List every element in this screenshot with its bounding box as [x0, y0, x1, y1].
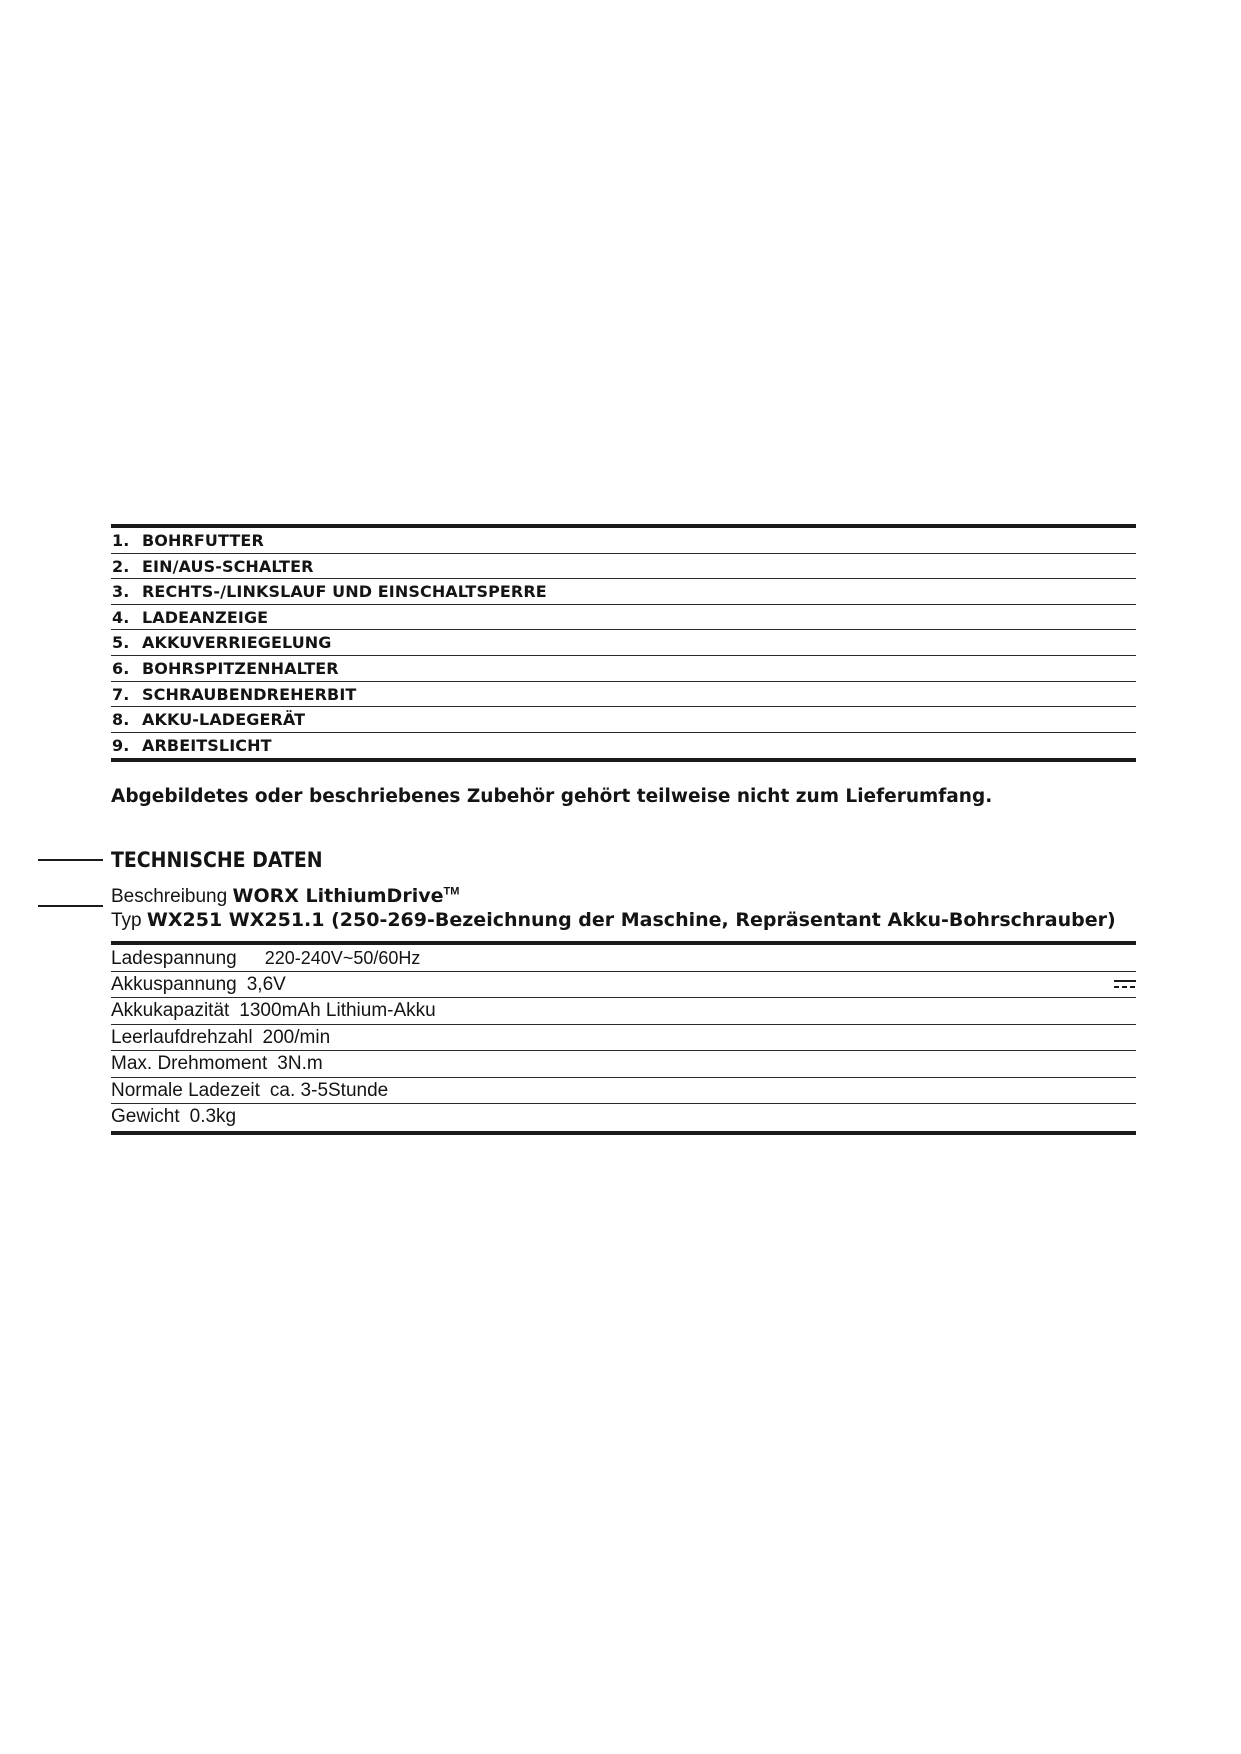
part-label: SCHRAUBENDREHERBIT — [142, 684, 357, 704]
type-value: WX251 WX251.1 (250-269-Bezeichnung der Maschine, Repräsentant Akku-Bohrschrauber) — [146, 909, 1116, 931]
part-number: 2. — [112, 556, 130, 576]
spec-label: Max. Drehmoment — [111, 1053, 268, 1074]
part-label: RECHTS-/LINKSLAUF UND EINSCHALTSPERRE — [142, 582, 547, 602]
spec-row — [111, 998, 1136, 1025]
parts-list-item — [111, 630, 1136, 656]
spec-value: 0.3kg — [189, 1106, 237, 1127]
spec-value: ca. 3-5Stunde — [269, 1079, 389, 1101]
part-label: EIN/AUS-SCHALTER — [142, 556, 314, 576]
part-number: 6. — [112, 658, 130, 678]
type-label: Typ — [111, 910, 142, 931]
part-number: 5. — [112, 633, 130, 653]
part-label: BOHRFUTTER — [142, 531, 264, 550]
parts-list-item — [111, 733, 1136, 759]
spec-label: Ladespannung — [111, 948, 237, 969]
spec-value: 200/min — [262, 1026, 331, 1048]
part-number: 1. — [112, 531, 130, 550]
part-number: 4. — [112, 607, 130, 627]
parts-list-item — [111, 605, 1136, 631]
spec-row — [111, 945, 1136, 972]
section-title: TECHNISCHE DATEN — [111, 848, 323, 872]
spec-row — [111, 1025, 1136, 1052]
parts-list-item — [111, 554, 1136, 580]
spec-row — [111, 1104, 1136, 1131]
description-line — [111, 885, 459, 908]
type-line — [111, 909, 1116, 932]
spec-label: Akkuspannung — [111, 973, 237, 995]
dc-current-icon — [1114, 980, 1136, 992]
part-label: BOHRSPITZENHALTER — [142, 658, 339, 678]
spec-label: Gewicht — [111, 1106, 180, 1127]
specs-table — [111, 941, 1136, 1135]
spec-row — [111, 1051, 1136, 1078]
part-label: AKKU-LADEGERÄT — [142, 710, 306, 730]
spec-value: 3N.m — [277, 1053, 323, 1074]
parts-list-item — [111, 528, 1136, 554]
description-label: Beschreibung — [111, 886, 228, 907]
part-number: 3. — [112, 582, 130, 602]
part-number: 7. — [112, 684, 130, 704]
description-value: WORX LithiumDrive — [232, 885, 444, 907]
spec-label: Normale Ladezeit — [111, 1079, 260, 1101]
part-label: LADEANZEIGE — [142, 607, 269, 627]
parts-list-item — [111, 656, 1136, 682]
spec-value: 3,6V — [246, 973, 286, 995]
spec-row — [111, 972, 1136, 999]
parts-list-item — [111, 579, 1136, 605]
part-number: 8. — [112, 710, 130, 730]
description-marker-line — [38, 905, 103, 907]
spec-value: 1300mAh Lithium-Akku — [239, 1000, 436, 1021]
parts-list-item — [111, 682, 1136, 708]
section-marker-line — [38, 859, 103, 861]
parts-list — [111, 524, 1136, 762]
spec-label: Leerlaufdrehzahl — [111, 1026, 253, 1048]
spec-value: 220-240V~50/60Hz — [264, 948, 421, 968]
part-number: 9. — [112, 735, 130, 755]
spec-row — [111, 1078, 1136, 1105]
part-label: AKKUVERRIEGELUNG — [142, 633, 332, 653]
trademark-mark: TM — [443, 885, 460, 898]
accessory-note: Abgebildetes oder beschriebenes Zubehör gehört teilweise nicht zum Lieferumfang. — [111, 786, 993, 807]
parts-list-item — [111, 707, 1136, 733]
spec-label: Akkukapazität — [111, 1000, 230, 1021]
part-label: ARBEITSLICHT — [142, 735, 272, 755]
